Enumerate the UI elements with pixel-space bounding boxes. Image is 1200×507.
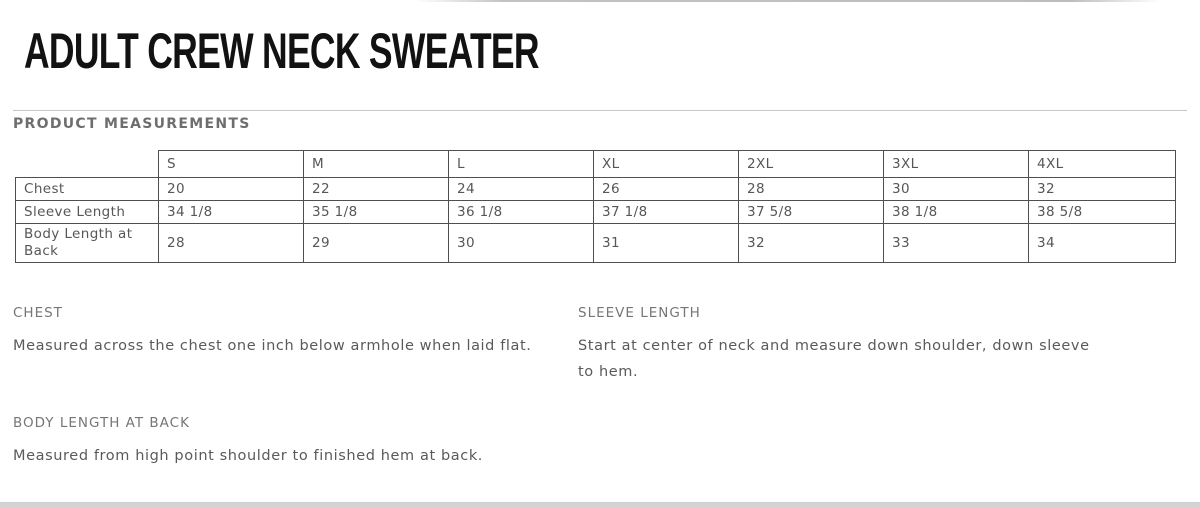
section-heading: PRODUCT MEASUREMENTS (13, 116, 251, 132)
body-value-l: 30 (449, 224, 594, 263)
size-header-s: S (159, 151, 304, 178)
chest-value-2xl: 28 (739, 178, 884, 201)
table-row-chest (16, 178, 1176, 201)
sleeve-value-3xl: 38 1/8 (884, 201, 1029, 224)
row-label-body-length: Body Length at Back (16, 224, 159, 263)
size-header-4xl: 4XL (1029, 151, 1176, 178)
measurements-table (15, 150, 1176, 263)
body-value-4xl: 34 (1029, 224, 1176, 263)
size-header-2xl: 2XL (739, 151, 884, 178)
size-header-xl: XL (594, 151, 739, 178)
sleeve-value-l: 36 1/8 (449, 201, 594, 224)
description-chest-text: Measured across the chest one inch below armhole when laid flat. (13, 338, 532, 354)
horizontal-scrollbar[interactable] (0, 502, 1200, 507)
table-row-sleeve-length (16, 201, 1176, 224)
table-corner-blank (16, 151, 159, 178)
body-value-s: 28 (159, 224, 304, 263)
chest-value-3xl: 30 (884, 178, 1029, 201)
description-chest (13, 305, 561, 359)
size-header-l: L (449, 151, 594, 178)
size-header-m: M (304, 151, 449, 178)
chest-value-4xl: 32 (1029, 178, 1176, 201)
size-header-3xl: 3XL (884, 151, 1029, 178)
description-chest-heading: CHEST (13, 305, 63, 321)
body-value-m: 29 (304, 224, 449, 263)
section-divider (13, 110, 1187, 111)
top-divider (415, 0, 1160, 2)
row-label-sleeve-length: Sleeve Length (16, 201, 159, 224)
page-title: ADULT CREW NECK SWEATER (24, 23, 539, 79)
chest-value-m: 22 (304, 178, 449, 201)
table-row-body-length (16, 224, 1176, 263)
sleeve-value-xl: 37 1/8 (594, 201, 739, 224)
description-body-heading: BODY LENGTH AT BACK (13, 415, 190, 431)
sleeve-value-m: 35 1/8 (304, 201, 449, 224)
description-sleeve-text: Start at center of neck and measure down shoulder, down sleeve to hem. (578, 338, 1090, 380)
body-value-3xl: 33 (884, 224, 1029, 263)
description-sleeve-heading: SLEEVE LENGTH (578, 305, 701, 321)
body-value-2xl: 32 (739, 224, 884, 263)
description-body-text: Measured from high point shoulder to finished hem at back. (13, 448, 484, 464)
sleeve-value-4xl: 38 5/8 (1029, 201, 1176, 224)
body-value-xl: 31 (594, 224, 739, 263)
chest-value-l: 24 (449, 178, 594, 201)
description-body-length (13, 415, 561, 469)
row-label-chest: Chest (16, 178, 159, 201)
table-header-row (16, 151, 1176, 178)
description-sleeve-length (578, 305, 1108, 385)
sleeve-value-2xl: 37 5/8 (739, 201, 884, 224)
chest-value-xl: 26 (594, 178, 739, 201)
chest-value-s: 20 (159, 178, 304, 201)
sleeve-value-s: 34 1/8 (159, 201, 304, 224)
